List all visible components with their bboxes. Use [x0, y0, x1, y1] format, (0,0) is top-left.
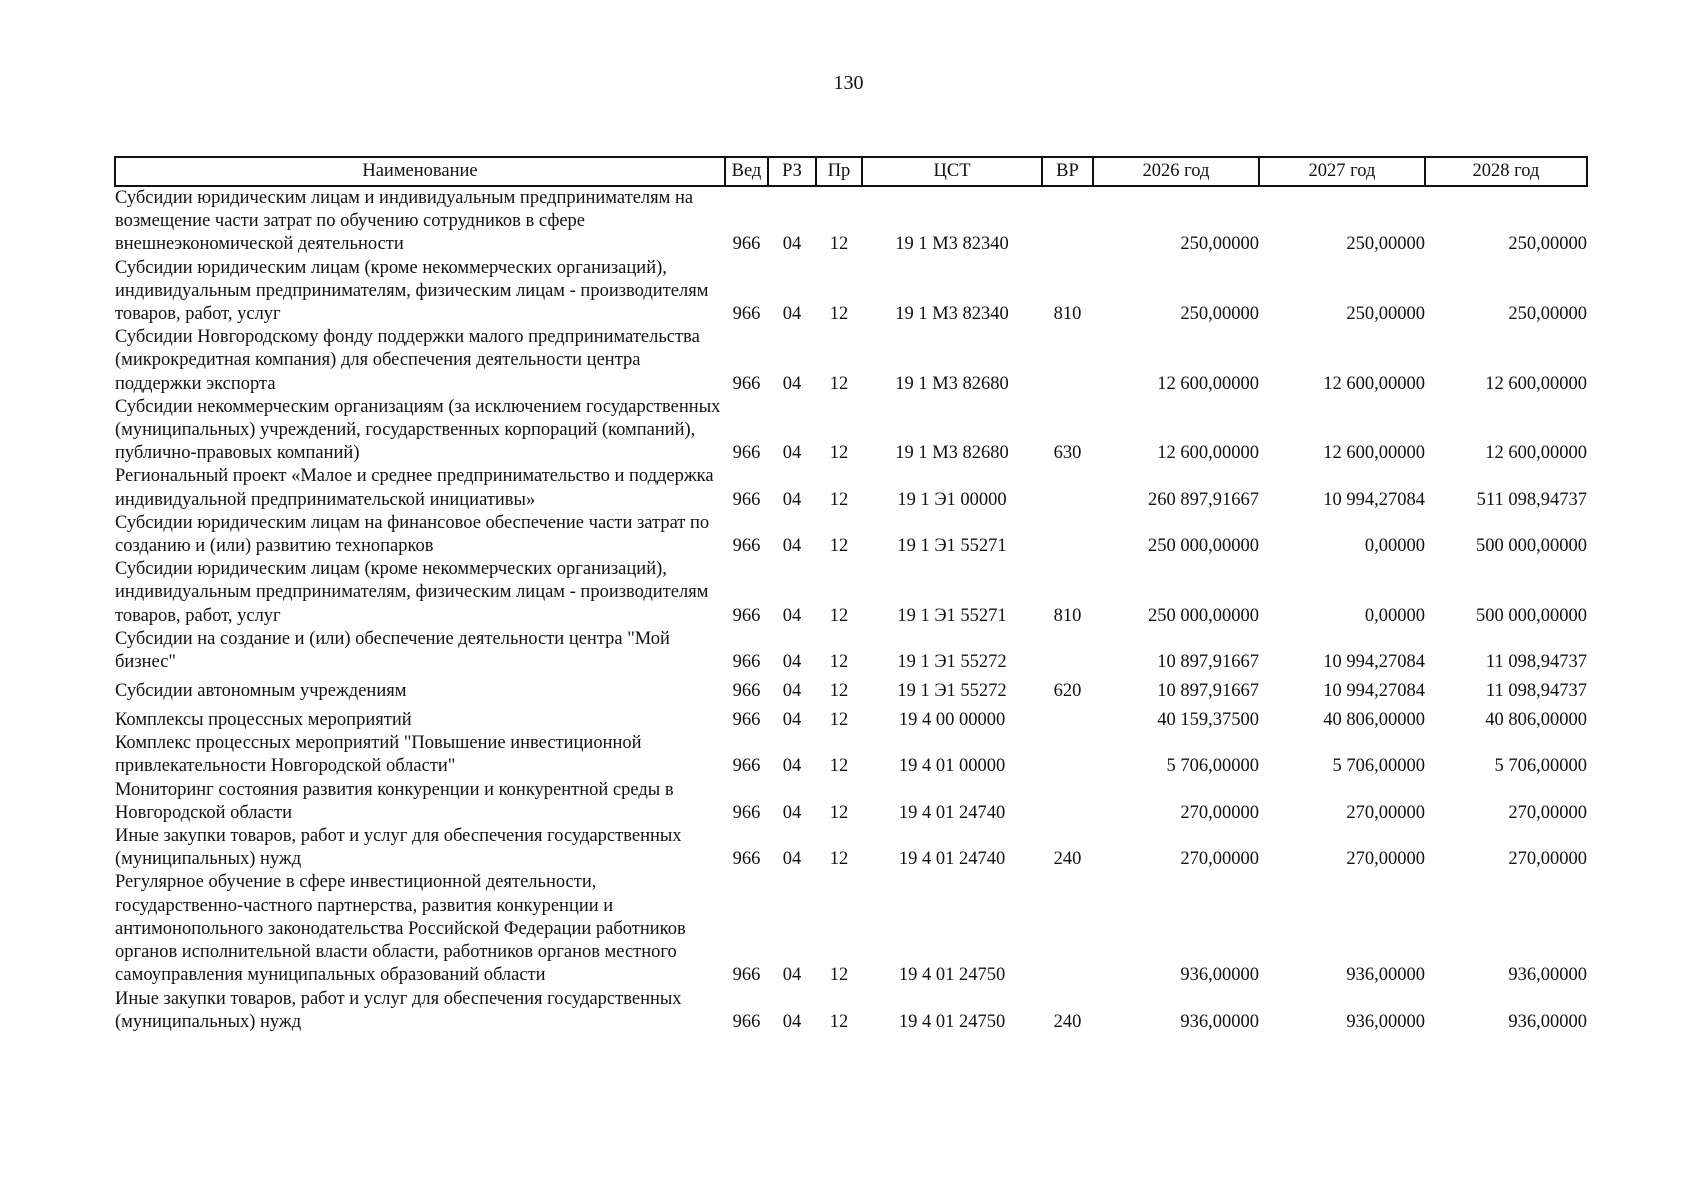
row-vr [1042, 871, 1093, 987]
row-cst: 19 4 01 24740 [898, 849, 1006, 870]
row-ved: 966 [732, 605, 761, 626]
row-rz: 04 [782, 304, 802, 325]
row-name: Субсидии на создание и (или) обеспечение деятельности центра "Мой бизнес" [115, 628, 670, 673]
row-rz: 04 [782, 652, 802, 673]
table-row [115, 186, 1587, 257]
row-vr: 810 [1053, 304, 1082, 325]
row-rz: 04 [782, 849, 802, 870]
row-value-2026: 10 897,91667 [1157, 652, 1259, 673]
row-vr [1042, 628, 1093, 674]
row-value-2028: 250,00000 [1508, 234, 1587, 255]
row-vr: 810 [1053, 605, 1082, 626]
header-cst: ЦСТ [862, 157, 1042, 186]
row-rz: 04 [782, 710, 802, 731]
header-2028: 2028 год [1425, 157, 1587, 186]
row-value-2026: 40 159,37500 [1157, 710, 1259, 731]
header-pr: Пр [816, 157, 862, 186]
row-value-2026: 12 600,00000 [1157, 373, 1259, 394]
row-name: Комплекс процессных мероприятий "Повышение инвестиционной привлекательности Новгородской области" [115, 733, 642, 777]
header-2027: 2027 год [1259, 157, 1425, 186]
row-ved: 966 [732, 536, 761, 557]
row-pr: 12 [829, 443, 849, 464]
row-rz: 04 [782, 802, 802, 823]
row-value-2026: 250 000,00000 [1148, 605, 1259, 626]
row-rz: 04 [782, 489, 802, 510]
row-value-2028: 11 098,94737 [1485, 652, 1587, 673]
row-name: Регулярное обучение в сфере инвестиционной деятельности, государственно-частного партнерства, развития конкуренции и антимонопольного законодательства Российской Федерации работников органов исполнительной власти области, работников органов местного самоуправления муниципальных образований области [115, 872, 686, 986]
row-value-2027: 40 806,00000 [1323, 710, 1425, 731]
row-pr: 12 [829, 605, 849, 626]
row-ved: 966 [732, 304, 761, 325]
row-vr: 240 [1053, 1011, 1082, 1032]
row-value-2028: 11 098,94737 [1485, 681, 1587, 702]
row-pr: 12 [829, 710, 849, 731]
row-pr: 12 [829, 756, 849, 777]
row-pr: 12 [829, 1011, 849, 1032]
row-ved: 966 [732, 710, 761, 731]
row-value-2027: 250,00000 [1346, 304, 1425, 325]
header-ved: Вед [725, 157, 768, 186]
row-rz: 04 [782, 234, 802, 255]
row-value-2027: 0,00000 [1364, 536, 1425, 557]
row-value-2028: 500 000,00000 [1476, 605, 1587, 626]
header-vr: ВР [1042, 157, 1093, 186]
row-pr: 12 [829, 234, 849, 255]
row-pr: 12 [829, 849, 849, 870]
row-cst: 19 4 01 24740 [898, 802, 1006, 823]
row-ved: 966 [732, 756, 761, 777]
header-name: Наименование [115, 157, 725, 186]
row-value-2027: 0,00000 [1364, 605, 1425, 626]
table-row [115, 257, 1587, 327]
row-value-2026: 260 897,91667 [1148, 489, 1259, 510]
row-cst: 19 4 01 24750 [898, 965, 1006, 986]
row-cst: 19 1 М3 82680 [895, 443, 1009, 464]
row-value-2027: 10 994,27084 [1323, 489, 1425, 510]
row-value-2028: 12 600,00000 [1485, 443, 1587, 464]
row-pr: 12 [829, 802, 849, 823]
row-pr: 12 [829, 536, 849, 557]
row-vr: 620 [1053, 681, 1082, 702]
row-name: Иные закупки товаров, работ и услуг для обеспечения государственных (муниципальных) нужд [115, 988, 682, 1032]
row-value-2026: 270,00000 [1180, 802, 1259, 823]
table-row [115, 825, 1587, 871]
row-name: Субсидии юридическим лицам (кроме некоммерческих организаций), индивидуальным предпринимателям, физическим лицам - производителям товаров, работ, услуг [115, 559, 709, 626]
row-value-2026: 270,00000 [1180, 849, 1259, 870]
row-value-2028: 250,00000 [1508, 304, 1587, 325]
row-ved: 966 [732, 849, 761, 870]
row-name: Мониторинг состояния развития конкуренции и конкурентной среды в Новгородской области [115, 779, 674, 823]
table-header [115, 157, 1587, 186]
header-2026: 2026 год [1093, 157, 1259, 186]
row-vr [1042, 465, 1093, 511]
row-cst: 19 4 01 00000 [898, 756, 1006, 777]
row-vr [1042, 186, 1093, 257]
table-row [115, 674, 1587, 703]
row-cst: 19 1 Э1 55271 [897, 536, 1007, 557]
row-ved: 966 [732, 652, 761, 673]
row-value-2028: 270,00000 [1508, 802, 1587, 823]
table-row [115, 779, 1587, 825]
table-row [115, 558, 1587, 628]
table-row [115, 326, 1587, 396]
row-rz: 04 [782, 536, 802, 557]
row-ved: 966 [732, 489, 761, 510]
row-pr: 12 [829, 965, 849, 986]
row-ved: 966 [732, 802, 761, 823]
row-pr: 12 [829, 489, 849, 510]
row-vr [1042, 512, 1093, 558]
row-value-2027: 250,00000 [1346, 234, 1425, 255]
row-pr: 12 [829, 681, 849, 702]
row-value-2026: 12 600,00000 [1157, 443, 1259, 464]
row-value-2027: 936,00000 [1346, 1011, 1425, 1032]
row-vr: 630 [1053, 443, 1082, 464]
row-value-2026: 250 000,00000 [1148, 536, 1259, 557]
row-rz: 04 [782, 605, 802, 626]
row-name: Субсидии юридическим лицам на финансовое обеспечение части затрат по созданию и (или) развитию технопарков [115, 512, 710, 557]
row-ved: 966 [732, 681, 761, 702]
row-name: Субсидии юридическим лицам (кроме некоммерческих организаций), индивидуальным предпринимателям, физическим лицам - производителям товаров, работ, услуг [115, 257, 709, 325]
row-value-2028: 936,00000 [1508, 965, 1587, 986]
row-ved: 966 [732, 234, 761, 255]
row-rz: 04 [782, 965, 802, 986]
row-ved: 966 [732, 443, 761, 464]
row-value-2026: 250,00000 [1180, 304, 1259, 325]
row-rz: 04 [782, 1011, 802, 1032]
row-value-2027: 12 600,00000 [1323, 373, 1425, 394]
row-rz: 04 [782, 681, 802, 702]
row-value-2026: 936,00000 [1180, 965, 1259, 986]
row-cst: 19 1 Э1 55272 [897, 652, 1007, 673]
row-vr: 240 [1053, 849, 1082, 870]
header-rz: РЗ [768, 157, 816, 186]
row-cst: 19 4 00 00000 [898, 710, 1006, 731]
row-value-2028: 270,00000 [1508, 849, 1587, 870]
row-name: Иные закупки товаров, работ и услуг для обеспечения государственных (муниципальных) нужд [115, 826, 682, 870]
row-vr [1042, 779, 1093, 825]
row-pr: 12 [829, 652, 849, 673]
row-rz: 04 [782, 373, 802, 394]
row-rz: 04 [782, 756, 802, 777]
row-value-2027: 5 706,00000 [1332, 756, 1425, 777]
row-cst: 19 4 01 24750 [898, 1011, 1006, 1032]
row-ved: 966 [732, 1011, 761, 1032]
row-value-2026: 936,00000 [1180, 1011, 1259, 1032]
table-row [115, 628, 1587, 674]
row-value-2027: 270,00000 [1346, 802, 1425, 823]
row-vr [1042, 703, 1093, 732]
row-value-2028: 936,00000 [1508, 1011, 1587, 1032]
row-cst: 19 1 М3 82340 [895, 304, 1009, 325]
row-value-2028: 40 806,00000 [1485, 710, 1587, 731]
table-row [115, 732, 1587, 778]
table-row [115, 396, 1587, 466]
row-value-2026: 250,00000 [1180, 234, 1259, 255]
row-value-2026: 10 897,91667 [1157, 681, 1259, 702]
row-value-2028: 500 000,00000 [1476, 536, 1587, 557]
table-row [115, 988, 1587, 1034]
table-body [115, 186, 1587, 1034]
table-row [115, 512, 1587, 558]
row-name: Субсидии юридическим лицам и индивидуальным предпринимателям на возмещение части затрат по обучению сотрудников в сфере внешнеэкономической деятельности [115, 188, 694, 255]
table-row [115, 465, 1587, 511]
row-vr [1042, 326, 1093, 396]
table-row [115, 871, 1587, 987]
row-cst: 19 1 Э1 55272 [897, 681, 1007, 702]
row-pr: 12 [829, 373, 849, 394]
row-vr [1042, 732, 1093, 778]
row-cst: 19 1 М3 82680 [895, 373, 1009, 394]
row-ved: 966 [732, 373, 761, 394]
row-value-2026: 5 706,00000 [1166, 756, 1259, 777]
row-name: Субсидии автономным учреждениям [115, 681, 407, 702]
row-name: Субсидии Новгородскому фонду поддержки малого предпринимательства (микрокредитная компания) для обеспечения деятельности центра поддержки экспорта [115, 327, 700, 394]
row-value-2027: 936,00000 [1346, 965, 1425, 986]
row-cst: 19 1 Э1 00000 [897, 489, 1007, 510]
row-value-2028: 12 600,00000 [1485, 373, 1587, 394]
row-value-2028: 511 098,94737 [1476, 489, 1587, 510]
row-value-2027: 10 994,27084 [1323, 652, 1425, 673]
row-value-2027: 10 994,27084 [1323, 681, 1425, 702]
row-cst: 19 1 Э1 55271 [897, 605, 1007, 626]
row-ved: 966 [732, 965, 761, 986]
page-number: 130 [833, 72, 864, 94]
row-pr: 12 [829, 304, 849, 325]
row-value-2027: 12 600,00000 [1323, 443, 1425, 464]
row-name: Комплексы процессных мероприятий [115, 710, 412, 731]
row-cst: 19 1 М3 82340 [895, 234, 1009, 255]
row-value-2028: 5 706,00000 [1494, 756, 1587, 777]
row-value-2027: 270,00000 [1346, 849, 1425, 870]
row-name: Субсидии некоммерческим организациям (за исключением государственных (муниципальных) учреждений, государственных корпораций (компаний), публично-правовых компаний) [115, 396, 721, 464]
row-name: Региональный проект «Малое и среднее предпринимательство и поддержка индивидуальной предпринимательской инициативы» [115, 466, 714, 510]
budget-table [114, 156, 1588, 1034]
table-row [115, 703, 1587, 732]
row-rz: 04 [782, 443, 802, 464]
